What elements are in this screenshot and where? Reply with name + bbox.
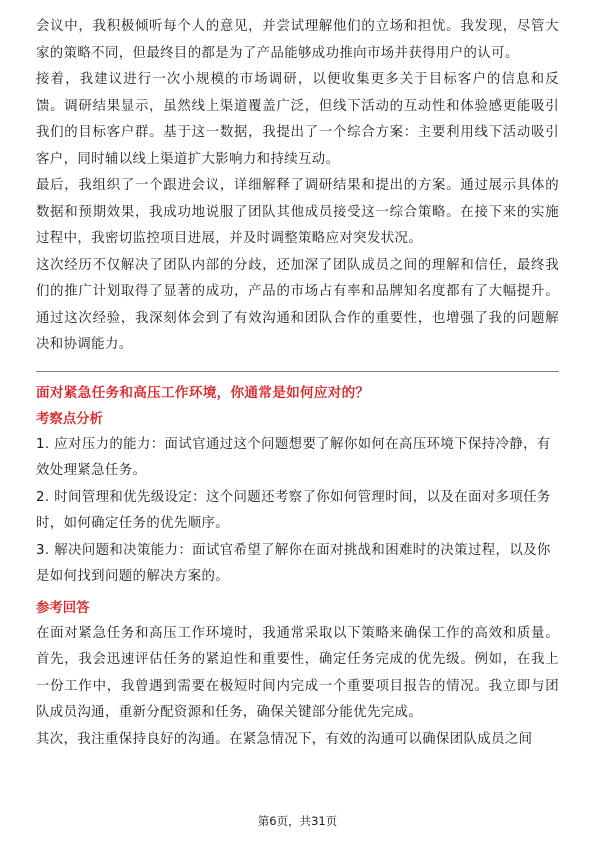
analysis-title: 考察点分析 (36, 411, 103, 427)
reference-title: 参考回答 (36, 600, 90, 616)
section-divider (36, 371, 559, 372)
analysis-item-2: 2. 时间管理和优先级设定：这个问题还考察了你如何管理时间，以及在面对多项任务时，如何确定任务的优先顺序。 (36, 489, 551, 531)
analysis-item-1: 1. 应对压力的能力：面试官通过这个问题想要了解你如何在高压环境下保持冷静，有效处理紧急任务。 (36, 436, 551, 478)
reference-paragraph-2: 其次，我注重保持良好的沟通。在紧急情况下，有效的沟通可以确保团队成员之间 (36, 731, 533, 747)
intro-paragraph-4: 这次经历不仅解决了团队内部的分歧，还加深了团队成员之间的理解和信任，最终我们的推广计划取得了显著的成功，产品的市场占有率和品牌知名度都有了大幅提升。通过这次经验，我深刻体会到了有效沟通和团队合作的重要性，也增强了我的问题解决和协调能力。 (36, 257, 559, 352)
document-page (36, 14, 559, 753)
page-number: 第6页，共31页 (257, 814, 338, 828)
intro-paragraph-2: 接着，我建议进行一次小规模的市场调研，以便收集更多关于目标客户的信息和反馈。调研结果显示，虽然线上渠道覆盖广泛，但线下活动的互动性和体验感更能吸引我们的目标客户群。基于这一数据，我提出了一个综合方案：主要利用线下活动吸引客户，同时辅以线上渠道扩大影响力和持续互动。 (36, 72, 559, 167)
intro-paragraph-1: 会议中，我积极倾听每个人的意见，并尝试理解他们的立场和担忧。我发现，尽管大家的策略不同，但最终目的都是为了产品能够成功推向市场并获得用户的认可。 (36, 19, 559, 61)
reference-paragraph-1: 在面对紧急任务和高压工作环境时，我通常采取以下策略来确保工作的高效和质量。首先，我会迅速评估任务的紧迫性和重要性，确定任务完成的优先级。例如，在我上一份工作中，我曾遇到需要在极短时间内完成一个重要项目报告的情况。我立即与团队成员沟通，重新分配资源和任务，确保关键部分能优先完成。 (36, 625, 559, 720)
intro-paragraph-3: 最后，我组织了一个跟进会议，详细解释了调研结果和提出的方案。通过展示具体的数据和预期效果，我成功地说服了团队其他成员接受这一综合策略。在接下来的实施过程中，我密切监控项目进展，并及时调整策略应对突发状况。 (36, 178, 559, 246)
analysis-item-3: 3. 解决问题和决策能力：面试官希望了解你在面对挑战和困难时的决策过程，以及你是如何找到问题的解决方案的。 (36, 542, 551, 584)
question-heading: 面对紧急任务和高压工作环境，你通常是如何应对的？ (36, 384, 370, 401)
